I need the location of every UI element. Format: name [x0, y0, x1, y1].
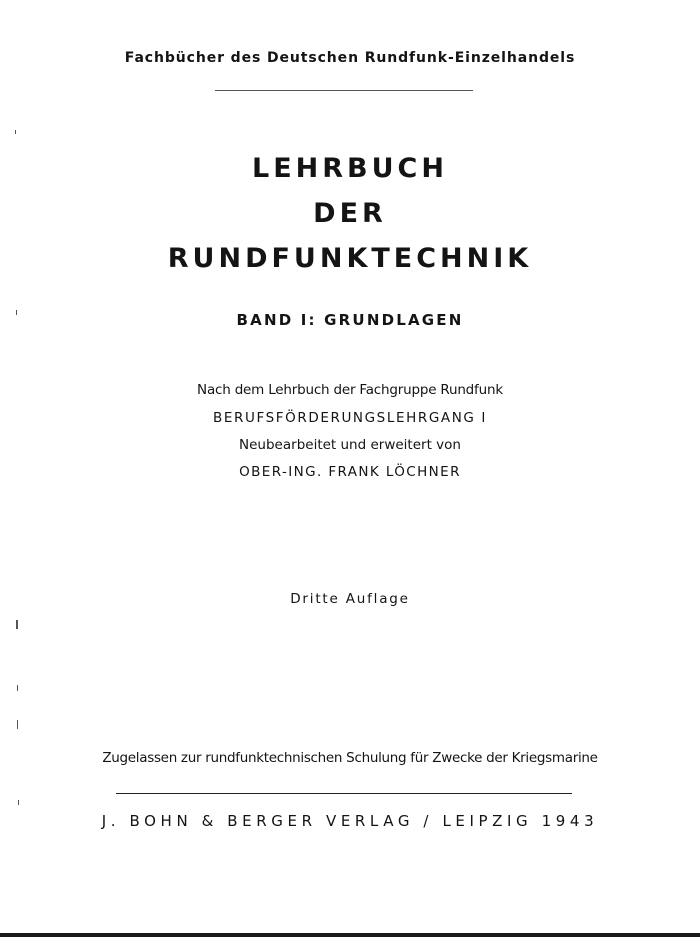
source-line: Nach dem Lehrbuch der Fachgruppe Rundfunk: [197, 382, 503, 398]
volume-title: BAND I: GRUNDLAGEN: [236, 311, 464, 329]
bottom-divider: [116, 793, 572, 794]
edition-label: Dritte Auflage: [290, 591, 410, 607]
title-line-1: LEHRBUCH: [252, 153, 448, 184]
scan-bottom-edge: [0, 933, 700, 937]
author-name: OBER-ING. FRANK LÖCHNER: [239, 464, 461, 480]
title-line-2: DER: [313, 198, 387, 229]
scan-speck: [17, 720, 18, 729]
publisher-imprint: J. BOHN & BERGER VERLAG / LEIPZIG 1943: [101, 812, 599, 830]
scan-speck: [16, 620, 18, 629]
scan-speck: [18, 800, 19, 805]
series-title: Fachbücher des Deutschen Rundfunk-Einzelhandels: [124, 50, 576, 66]
approval-note: Zugelassen zur rundfunktechnischen Schulung für Zwecke der Kriegsmarine: [102, 750, 598, 766]
scan-speck: [17, 685, 18, 691]
course-line: BERUFSFÖRDERUNGSLEHRGANG I: [213, 410, 487, 426]
revision-line: Neubearbeitet und erweitert von: [239, 437, 461, 453]
top-divider: [215, 90, 473, 91]
scan-speck: [16, 310, 17, 315]
title-line-3: RUNDFUNKTECHNIK: [167, 243, 533, 274]
scan-speck: [15, 130, 16, 134]
